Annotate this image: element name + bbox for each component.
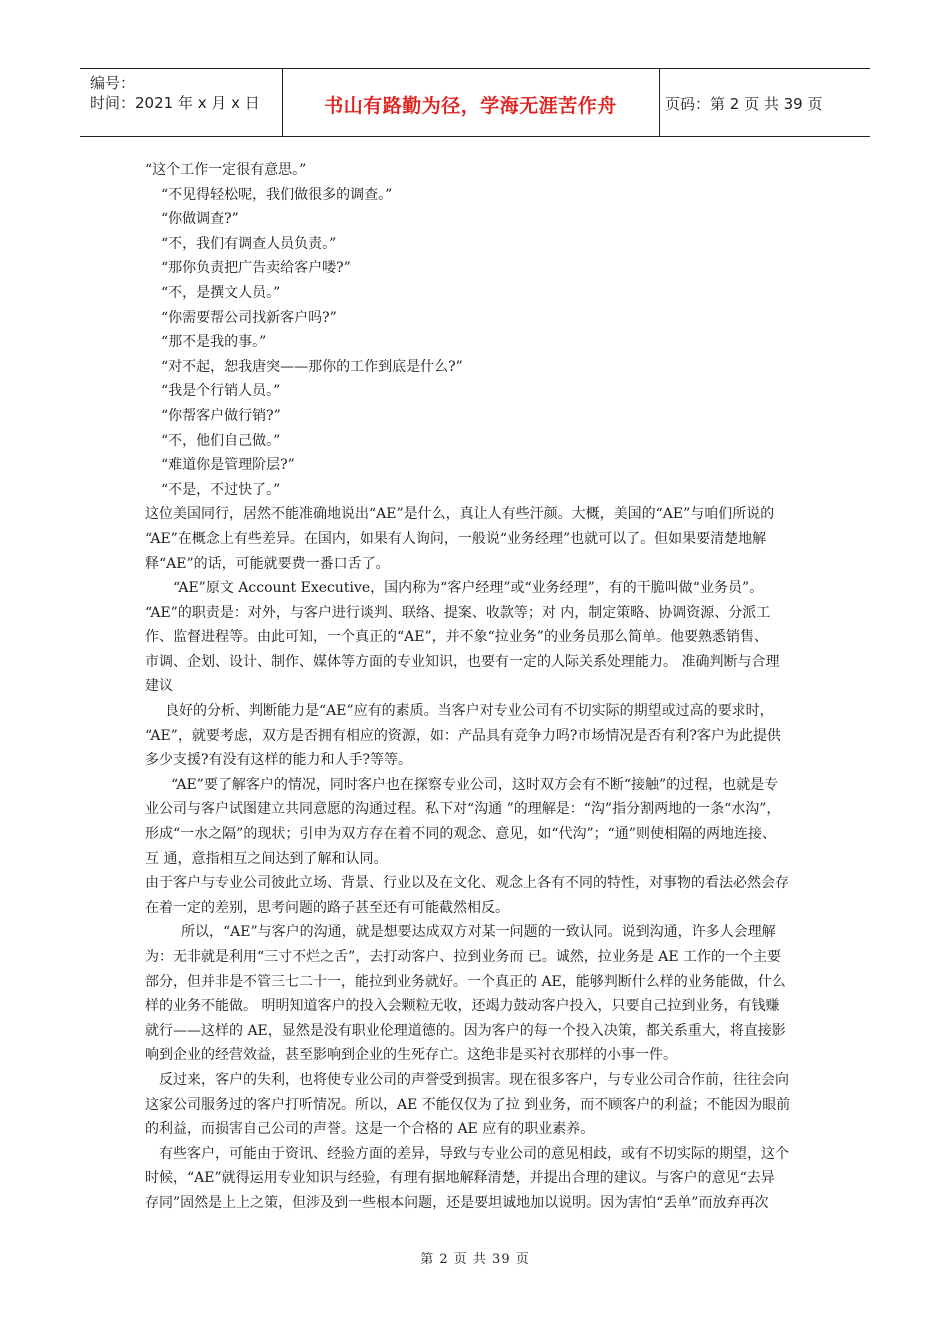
text-line: 市调、企划、设计、制作、媒体等方面的专业知识，也要有一定的人际关系处理能力。 准确判断与合理 — [145, 653, 780, 670]
text-line: 良好的分析、判断能力是“AE”应有的素质。当客户对专业公司有不切实际的期望或过高的要求时， — [165, 703, 774, 720]
header-page-cell — [663, 69, 870, 136]
text-line: 样的业务不能做。 明明知道客户的投入会颗粒无收，还竭力鼓动客户投入，只要自己拉到业务，有钱赚 — [145, 998, 780, 1015]
page-header — [80, 68, 870, 137]
text-line: 响到企业的经营效益，甚至影响到企业的生死存亡。这绝非是买衬衣那样的小事一件。 — [145, 1047, 677, 1064]
text-line: “AE”的职责是：对外，与客户进行谈判、联络、提案、收款等；对 内，制定策略、协调资源、分派工 — [145, 604, 771, 621]
page-footer: 第 2 页 共 39 页 — [420, 1252, 530, 1267]
text-line: 这家公司服务过的客户打听情况。所以，AE 不能仅仅为了拉 到业务，而不顾客户的利益；不能因为眼前 — [145, 1096, 791, 1113]
text-line: 建议 — [145, 678, 173, 695]
text-line: “那不是我的事。” — [161, 334, 267, 351]
text-line: 作、监督进程等。由此可知，一个真正的“AE”，并不象“拉业务”的业务员那么简单。他要熟悉销售、 — [145, 629, 768, 646]
text-line: 这位美国同行，居然不能准确地说出“AE”是什么，真让人有些汗颜。大概，美国的“AE”与咱们所说的 — [145, 506, 775, 523]
text-line: “你需要帮公司找新客户吗?” — [161, 309, 337, 326]
text-line: 业公司与客户试图建立共同意愿的沟通过程。私下对“沟通 ”的理解是：“沟”指分割两地的一条“水沟”， — [145, 801, 781, 818]
date-label: 时间：2021 年 x 月 x 日 — [90, 94, 260, 112]
document-body — [145, 158, 820, 1216]
text-line: “AE”，就要考虑，双方是否拥有相应的资源，如：产品具有竞争力吗?市场情况是否有利?客户为此提供 — [145, 727, 781, 744]
text-line: 所以，“AE”与客户的沟通，就是想要达成双方对某一问题的一致认同。说到沟通，许多人会理解 — [181, 924, 776, 941]
text-line: “这个工作一定很有意思。” — [145, 162, 307, 178]
text-line: 由于客户与专业公司彼此立场、背景、行业以及在文化、观念上各有不同的特性，对事物的看法必然会存 — [145, 875, 789, 892]
motto-text: 书山有路勤为径，学海无涯苦作舟 — [324, 95, 617, 117]
text-line: 释“AE”的话，可能就要费一番口舌了。 — [145, 555, 390, 572]
text-line: 的利益，而损害自己公司的声誉。这是一个合格的 AE 应有的职业素养。 — [145, 1121, 595, 1138]
text-line: 互 通，意指相互之间达到了解和认同。 — [145, 850, 388, 867]
text-line: 部分，但并非是不管三七二十一，能拉到业务就好。一个真正的 AE，能够判断什么样的业务能做，什么 — [145, 973, 786, 990]
page-number-label: 页码：第 2 页 共 39 页 — [665, 95, 823, 113]
header-info-cell — [80, 69, 283, 136]
text-line: 为：无非就是利用“三寸不烂之舌”，去打动客户、拉到业务而 已。诚然，拉业务是 AE 工作的一个主要 — [145, 949, 781, 965]
text-line: “你做调查?” — [161, 211, 239, 228]
text-line: 就行——这样的 AE，显然是没有职业伦理道德的。因为客户的每一个投入决策，都关系重大，将直接影 — [145, 1022, 786, 1039]
text-line: 多少支援?有没有这样的能力和人手?等等。 — [145, 752, 413, 769]
text-line: “不，是撰文人员。” — [161, 284, 281, 301]
text-line: 形成“一水之隔”的现状；引申为双方存在着不同的观念、意见，如“代沟”；“通”则使相隔的两地连接、 — [145, 826, 776, 843]
text-line: 反过来，客户的失利，也将使专业公司的声誉受到损害。现在很多客户，与专业公司合作前，往往会向 — [159, 1071, 789, 1088]
text-line: “你帮客户做行销?” — [161, 407, 281, 424]
text-line: “不，他们自己做。” — [161, 432, 281, 449]
header-motto-cell — [282, 69, 660, 136]
text-line: 在着一定的差别，思考问题的路子甚至还有可能截然相反。 — [145, 899, 509, 916]
text-line: “AE”要了解客户的情况，同时客户也在探察专业公司，这时双方会有不断“接触”的过程，也就是专 — [171, 776, 779, 793]
text-line: “不，我们有调查人员负责。” — [161, 235, 337, 252]
text-line: “不见得轻松呢，我们做很多的调查。” — [161, 186, 393, 203]
text-line: “那你负责把广告卖给客户喽?” — [161, 260, 351, 277]
number-label: 编号： — [90, 74, 136, 92]
text-line: 时候，“AE”就得运用专业知识与经验，有理有据地解释清楚，并提出合理的建议。与客户的意见“去异 — [145, 1170, 775, 1187]
text-line: “不是，不过快了。” — [161, 481, 281, 498]
text-line: “AE”原文 Account Executive，国内称为“客户经理”或“业务经理”，有的干脆叫做“业务员”。 — [173, 580, 764, 597]
text-line: “难道你是管理阶层?” — [161, 457, 295, 474]
text-line: “AE”在概念上有些差异。在国内，如果有人询问，一般说“业务经理”也就可以了。但如果要清楚地解 — [145, 530, 767, 547]
text-line: “我是个行销人员。” — [161, 383, 281, 400]
text-line: 存同”固然是上上之策，但涉及到一些根本问题，还是要坦诚地加以说明。因为害怕“丢单”而放弃再次 — [145, 1194, 769, 1211]
text-line: 有些客户，可能由于资讯、经验方面的差异，导致与专业公司的意见相歧，或有不切实际的期望，这个 — [159, 1145, 789, 1162]
text-line: “对不起，恕我唐突——那你的工作到底是什么?” — [161, 358, 463, 375]
